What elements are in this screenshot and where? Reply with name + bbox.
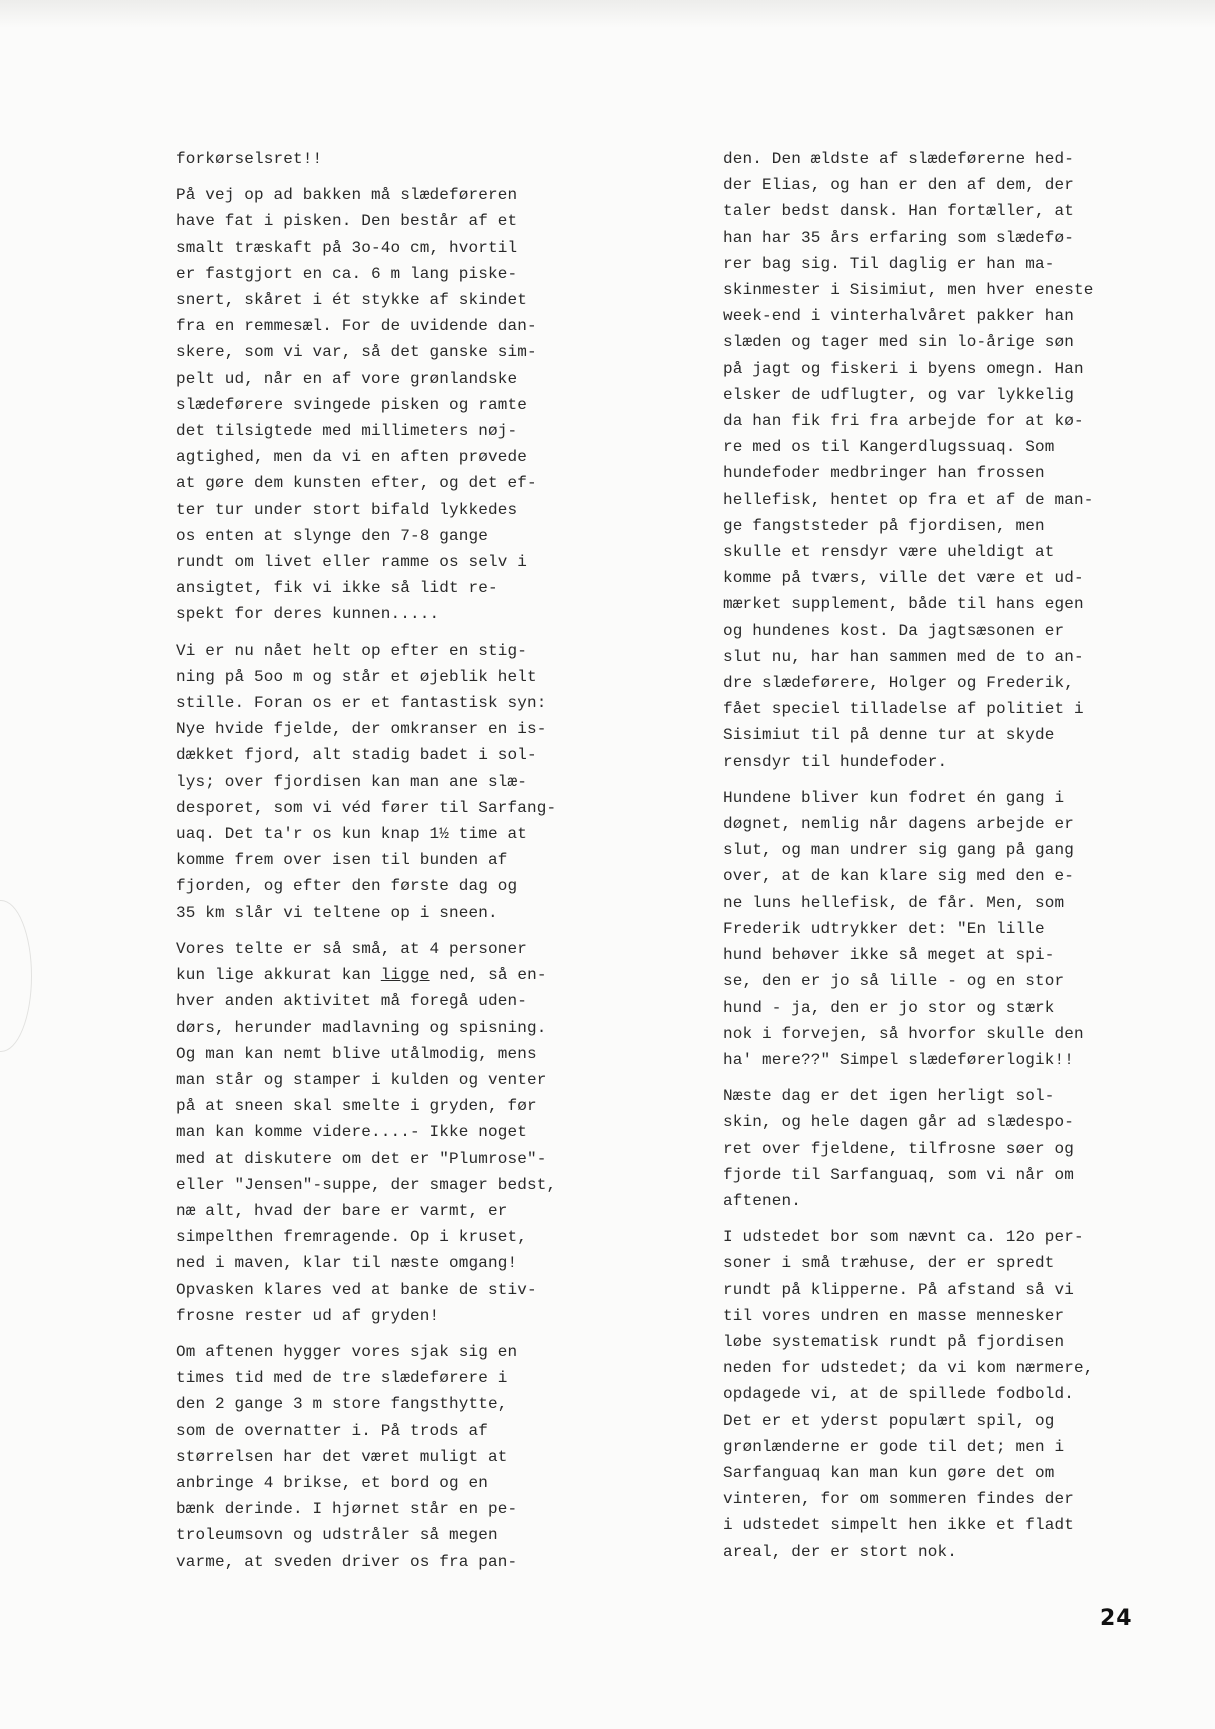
text-line: Hundene bliver kun fodret én gang i	[723, 788, 1065, 807]
text-line: skulle et rensdyr være uheldigt at	[723, 543, 1055, 562]
text-line: os enten at slynge den 7-8 gange	[176, 526, 489, 545]
text-line: hund - ja, den er jo stor og stærk	[723, 998, 1055, 1017]
paragraph	[723, 146, 1133, 775]
text-line: Om aftenen hygger vores sjak sig en	[176, 1342, 518, 1361]
text-line: kun lige akkurat kan ligge ned, så en-	[176, 966, 547, 985]
text-line: fjorde til Sarfanguaq, som vi når om	[723, 1165, 1075, 1184]
text-line: Det er et yderst populært spil, og	[723, 1411, 1055, 1430]
text-line: taler bedst dansk. Han fortæller, at	[723, 202, 1075, 221]
text-line: rundt om livet eller ramme os selv i	[176, 553, 528, 572]
text-line: Opvasken klares ved at banke de stiv-	[176, 1280, 537, 1299]
right-text-column	[723, 146, 1133, 1575]
text-line: på jagt og fiskeri i byens omegn. Han	[723, 359, 1084, 378]
text-line: troleumsovn og udstråler så megen	[176, 1526, 498, 1545]
text-line: det tilsigtede med millimeters nøj-	[176, 422, 518, 441]
text-line: aftenen.	[723, 1191, 802, 1210]
text-line: se, den er jo så lille - og en stor	[723, 972, 1065, 991]
text-line: næ alt, hvad der bare er varmt, er	[176, 1201, 508, 1220]
paragraph	[723, 1083, 1133, 1214]
text-line: Næste dag er det igen herligt sol-	[723, 1087, 1055, 1106]
text-line: størrelsen har det været muligt at	[176, 1447, 508, 1466]
text-line: som de overnatter i. På trods af	[176, 1421, 489, 1440]
text-line: ter tur under stort bifald lykkedes	[176, 500, 518, 519]
text-line: opdagede vi, at de spillede fodbold.	[723, 1385, 1075, 1404]
text-line: Og man kan nemt blive utålmodig, mens	[176, 1044, 537, 1063]
text-line: Vi er nu nået helt op efter en stig-	[176, 641, 528, 660]
text-line: eller "Jensen"-suppe, der smager bedst,	[176, 1175, 557, 1194]
text-line: rundt på klipperne. På afstand så vi	[723, 1280, 1075, 1299]
text-line: der Elias, og han er den af dem, der	[723, 176, 1075, 195]
text-line: areal, der er stort nok.	[723, 1542, 958, 1561]
text-line: komme på tværs, ville det være et ud-	[723, 569, 1084, 588]
text-line: da han fik fri fra arbejde for at kø-	[723, 412, 1084, 431]
paragraph	[176, 936, 586, 1329]
text-line: rer bag sig. Til daglig er han ma-	[723, 254, 1055, 273]
text-line: spekt for deres kunnen.....	[176, 605, 440, 624]
text-line: den 2 gange 3 m store fangsthytte,	[176, 1395, 508, 1414]
text-line: ha' mere??" Simpel slædeførerlogik!!	[723, 1050, 1075, 1069]
text-line: Nye hvide fjelde, der omkranser en is-	[176, 720, 547, 739]
text-line: nok i forvejen, så hvorfor skulle den	[723, 1024, 1084, 1043]
text-line: times tid med de tre slædeførere i	[176, 1369, 508, 1388]
text-line: Vores telte er så små, at 4 personer	[176, 939, 528, 958]
text-line: dørs, herunder madlavning og spisning.	[176, 1018, 547, 1037]
text-line: slædeførere svingede pisken og ramte	[176, 395, 528, 414]
text-line: hver anden aktivitet må foregå uden-	[176, 992, 528, 1011]
text-line: fået speciel tilladelse af politiet i	[723, 700, 1084, 719]
text-line: den. Den ældste af slædeførerne hed-	[723, 150, 1075, 168]
scan-top-edge	[0, 0, 1215, 28]
text-line: ning på 5oo m og står et øjeblik helt	[176, 667, 537, 686]
text-line: varme, at sveden driver os fra pan-	[176, 1552, 518, 1571]
text-line: stille. Foran os er et fantastisk syn:	[176, 694, 547, 713]
text-line: have fat i pisken. Den består af et	[176, 212, 518, 231]
text-line: uaq. Det ta'r os kun knap 1½ time at	[176, 825, 528, 844]
text-line: fra en remmesæl. For de uvidende dan-	[176, 317, 537, 336]
text-line: hund behøver ikke så meget at spi-	[723, 946, 1055, 965]
text-line: skere, som vi var, så det ganske sim-	[176, 343, 537, 362]
text-line: skin, og hele dagen går ad slædespo-	[723, 1113, 1075, 1132]
text-line: bænk derinde. I hjørnet står en pe-	[176, 1500, 518, 1519]
text-line: Sisimiut til på denne tur at skyde	[723, 726, 1055, 745]
text-line: snert, skåret i ét stykke af skindet	[176, 291, 528, 310]
text-line: 35 km slår vi teltene op i sneen.	[176, 903, 498, 922]
paragraph	[723, 1224, 1133, 1565]
text-line: simpelthen fremragende. Op i kruset,	[176, 1228, 528, 1247]
text-line: over, at de kan klare sig med den e-	[723, 867, 1075, 886]
text-line: komme frem over isen til bunden af	[176, 851, 508, 870]
text-line: lys; over fjordisen kan man ane slæ-	[176, 772, 528, 791]
text-line: døgnet, nemlig når dagens arbejde er	[723, 815, 1075, 834]
text-line: anbringe 4 brikse, et bord og en	[176, 1473, 489, 1492]
text-line: agtighed, men da vi en aften prøvede	[176, 448, 528, 467]
paragraph	[176, 146, 586, 172]
text-line: slut, og man undrer sig gang på gang	[723, 841, 1075, 860]
text-line: desporet, som vi véd fører til Sarfang-	[176, 798, 557, 817]
text-line: og hundenes kost. Da jagtsæsonen er	[723, 621, 1065, 640]
paragraph	[176, 1339, 586, 1575]
text-line: løbe systematisk rundt på fjordisen	[723, 1332, 1065, 1351]
text-line: forkørselsret!!	[176, 150, 323, 168]
text-line: ned i maven, klar til næste omgang!	[176, 1254, 518, 1273]
text-line: slut nu, har han sammen med de to an-	[723, 647, 1084, 666]
paragraph	[723, 785, 1133, 1073]
text-line: re med os til Kangerdlugssuaq. Som	[723, 438, 1055, 457]
text-line: med at diskutere om det er "Plumrose"-	[176, 1149, 547, 1168]
binding-hole-mark	[0, 900, 32, 1052]
paragraph	[176, 638, 586, 926]
text-line: ret over fjeldene, tilfrosne søer og	[723, 1139, 1075, 1158]
text-line: er fastgjort en ca. 6 m lang piske-	[176, 264, 518, 283]
text-line: ansigtet, fik vi ikke så lidt re-	[176, 579, 498, 598]
text-line: På vej op ad bakken må slædeføreren	[176, 186, 518, 205]
text-line: på at sneen skal smelte i gryden, før	[176, 1097, 537, 1116]
left-text-column	[176, 146, 586, 1585]
text-line: grønlænderne er gode til det; men i	[723, 1437, 1065, 1456]
text-line: I udstedet bor som nævnt ca. 12o per-	[723, 1228, 1084, 1247]
text-line: man står og stamper i kulden og venter	[176, 1070, 547, 1089]
text-line: hellefisk, hentet op fra et af de man-	[723, 490, 1094, 509]
text-line: Sarfanguaq kan man kun gøre det om	[723, 1463, 1055, 1482]
page-number: 24	[1100, 1606, 1133, 1631]
text-line: til vores undren en masse mennesker	[723, 1306, 1065, 1325]
text-line: han har 35 års erfaring som slædefø-	[723, 228, 1075, 247]
text-line: fjorden, og efter den første dag og	[176, 877, 518, 896]
text-line: neden for udstedet; da vi kom nærmere,	[723, 1359, 1094, 1378]
text-line: man kan komme videre....- Ikke noget	[176, 1123, 528, 1142]
text-line: rensdyr til hundefoder.	[723, 752, 948, 771]
text-line: at gøre dem kunsten efter, og det ef-	[176, 474, 537, 493]
text-line: pelt ud, når en af vore grønlandske	[176, 369, 518, 388]
text-line: Frederik udtrykker det: "En lille	[723, 919, 1045, 938]
text-line: slæden og tager med sin lo-årige søn	[723, 333, 1075, 352]
text-line: smalt træskaft på 3o-4o cm, hvortil	[176, 238, 518, 257]
text-line: vinteren, for om sommeren findes der	[723, 1490, 1075, 1509]
text-line: ge fangststeder på fjordisen, men	[723, 516, 1045, 535]
text-line: dækket fjord, alt stadig badet i sol-	[176, 746, 537, 765]
text-line: soner i små træhuse, der er spredt	[723, 1254, 1055, 1273]
text-line: hundefoder medbringer han frossen	[723, 464, 1045, 483]
text-line: elsker de udflugter, og var lykkelig	[723, 385, 1075, 404]
text-line: frosne rester ud af gryden!	[176, 1306, 440, 1325]
paragraph	[176, 182, 586, 627]
text-line: ne luns hellefisk, de får. Men, som	[723, 893, 1065, 912]
text-line: dre slædeførere, Holger og Frederik,	[723, 674, 1075, 693]
text-line: skinmester i Sisimiut, men hver eneste	[723, 281, 1094, 300]
text-line: mærket supplement, både til hans egen	[723, 595, 1084, 614]
text-line: week-end i vinterhalvåret pakker han	[723, 307, 1075, 326]
text-line: i udstedet simpelt hen ikke et fladt	[723, 1516, 1075, 1535]
